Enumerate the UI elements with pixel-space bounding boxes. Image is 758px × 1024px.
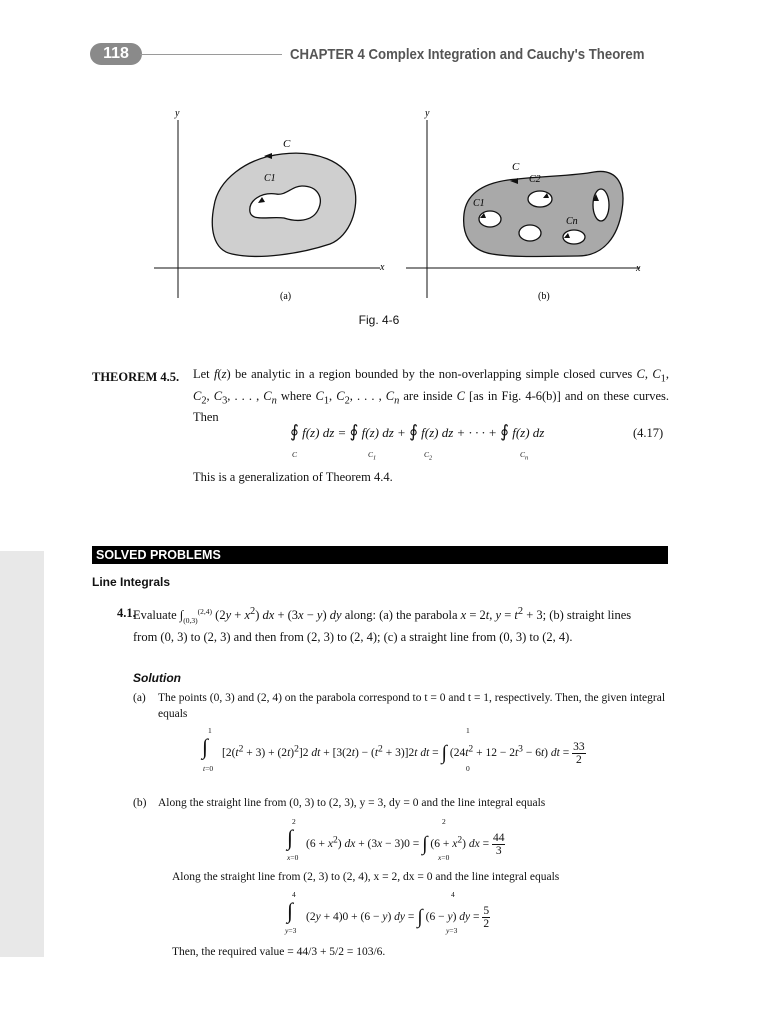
curve-c1-label-a: C1: [264, 173, 276, 184]
panel-b: [406, 108, 641, 302]
curve-c2-label-b: C2: [529, 174, 541, 185]
eq-sub-cn: $C_n$: [520, 450, 529, 462]
part-b-text2: Along the straight line from (2, 3) to (2, 4), x = 2, dx = 0 and the line integral equals: [172, 871, 560, 883]
limit-upper-a1: 1: [208, 726, 212, 735]
section-title: Line Integrals: [92, 575, 171, 589]
hole-b3: [519, 225, 541, 241]
theorem-note: This is a generalization of Theorem 4.4.: [193, 470, 393, 484]
part-b-result: Then, the required value = 44/3 + 5/2 = 103/6.: [172, 946, 386, 958]
axis-y-label-a: y: [175, 108, 180, 119]
part-a-marker: (a): [133, 692, 146, 704]
problem-statement: Evaluate $\int_{(0,3)}^{(2,4)}$ $(2y + x^2)$ dx + (3x − y) dy along: (a) the parabola x = 2t, $y = t^2 + 3$; (b) straight lines from (0, 3) to (2, 3) and then from (2, 3) to (2, 4); (c) a straight line from (0, 3) to (2, 4).: [133, 606, 632, 644]
panel-a: [154, 108, 385, 302]
solution-label: Solution: [133, 671, 181, 685]
limit-upper-b3: 4: [292, 890, 296, 899]
limit-lower-b1: x=0: [287, 853, 299, 862]
theorem-statement: Let f(z) be analytic in a region bounded by the non-overlapping simple closed curves C, $C_1$, $C_2$, $C_3$, . . . , $C_n$ where $C_1$, $C_2$, . . . , $C_n$ are inside C [as in Fig. 4-6(b)] and on these curves. Then: [193, 367, 670, 424]
integral-sign-b1: ∫: [287, 825, 294, 850]
part-a-text: The points (0, 3) and (2, 4) on the parabola correspond to t = 0 and t = 1, respectively. Then, the given integral equals: [158, 692, 666, 720]
integral-sign-a1: ∫: [202, 734, 209, 759]
figure-caption: Fig. 4-6: [358, 313, 400, 327]
curve-c1-label-b: C1: [473, 198, 485, 209]
page-number-badge: 118: [90, 43, 142, 65]
eq-sub-c2: $C_2$: [424, 450, 433, 462]
margin-band: [0, 551, 44, 957]
curve-c-label-b: C: [512, 161, 520, 173]
header-rule: [140, 54, 282, 55]
eq-sub-c1: $C_1$: [368, 450, 377, 462]
axis-x-label-a: x: [380, 262, 385, 273]
limit-lower-b2: x=0: [438, 853, 450, 862]
equation-number: (4.17): [633, 426, 664, 440]
curve-cn-label-b: Cn: [566, 216, 578, 227]
equation-part-b1: $(6 + x^2)$ dx + (3x − 3)0 = ∫ $(6 + x^2)$ dx = $\frac{44}{3}$: [306, 832, 505, 857]
limit-upper-b2: 2: [442, 817, 446, 826]
part-b-text1: Along the straight line from (0, 3) to (2, 3), y = 3, dy = 0 and the line integral equals: [158, 797, 546, 809]
theorem-label: THEOREM 4.5.: [92, 370, 180, 384]
chapter-title: CHAPTER 4 Complex Integration and Cauchy's Theorem: [290, 46, 645, 63]
integral-sign-b3: ∫: [287, 898, 294, 923]
hole-b5: [593, 189, 609, 221]
limit-lower-a2: 0: [466, 764, 470, 773]
limit-lower-b3: y=3: [285, 926, 297, 935]
problem-number: 4.1.: [117, 606, 136, 620]
hole-b2: [528, 191, 552, 207]
axis-x-label-b: x: [636, 263, 641, 274]
equation-4-17: ∮ f(z) dz = ∮ f(z) dz + ∮ f(z) dz + · · · + ∮ f(z) dz: [290, 422, 545, 441]
eq-sub-c: C: [292, 450, 298, 459]
panel-label-b: (b): [538, 291, 550, 302]
curve-c-label-a: C: [283, 138, 291, 150]
limit-upper-b4: 4: [451, 890, 455, 899]
limit-upper-a2: 1: [466, 726, 470, 735]
panel-label-a: (a): [280, 291, 292, 302]
hole-b1: [479, 211, 501, 227]
part-b-marker: (b): [133, 797, 147, 809]
axis-y-label-b: y: [425, 108, 430, 119]
equation-part-b2: (2y + 4)0 + (6 − y) dy = ∫ (6 − y) dy = $\frac{5}{2}$: [306, 905, 490, 930]
limit-upper-b1: 2: [292, 817, 296, 826]
limit-lower-a1: t=0: [203, 764, 214, 773]
figure-4-6: [140, 100, 660, 312]
limit-lower-b4: y=3: [446, 926, 458, 935]
solved-problems-bar: SOLVED PROBLEMS: [92, 546, 668, 564]
equation-part-a: $[2(t^2 + 3) + (2t)^2]2$ dt + $[3(2t) - (t^2 + 3)]2t$ dt = ∫ $(24t^2 + 12 - 2t^3 - 6t)$ dt = $\frac{33}{2}$: [222, 741, 585, 766]
